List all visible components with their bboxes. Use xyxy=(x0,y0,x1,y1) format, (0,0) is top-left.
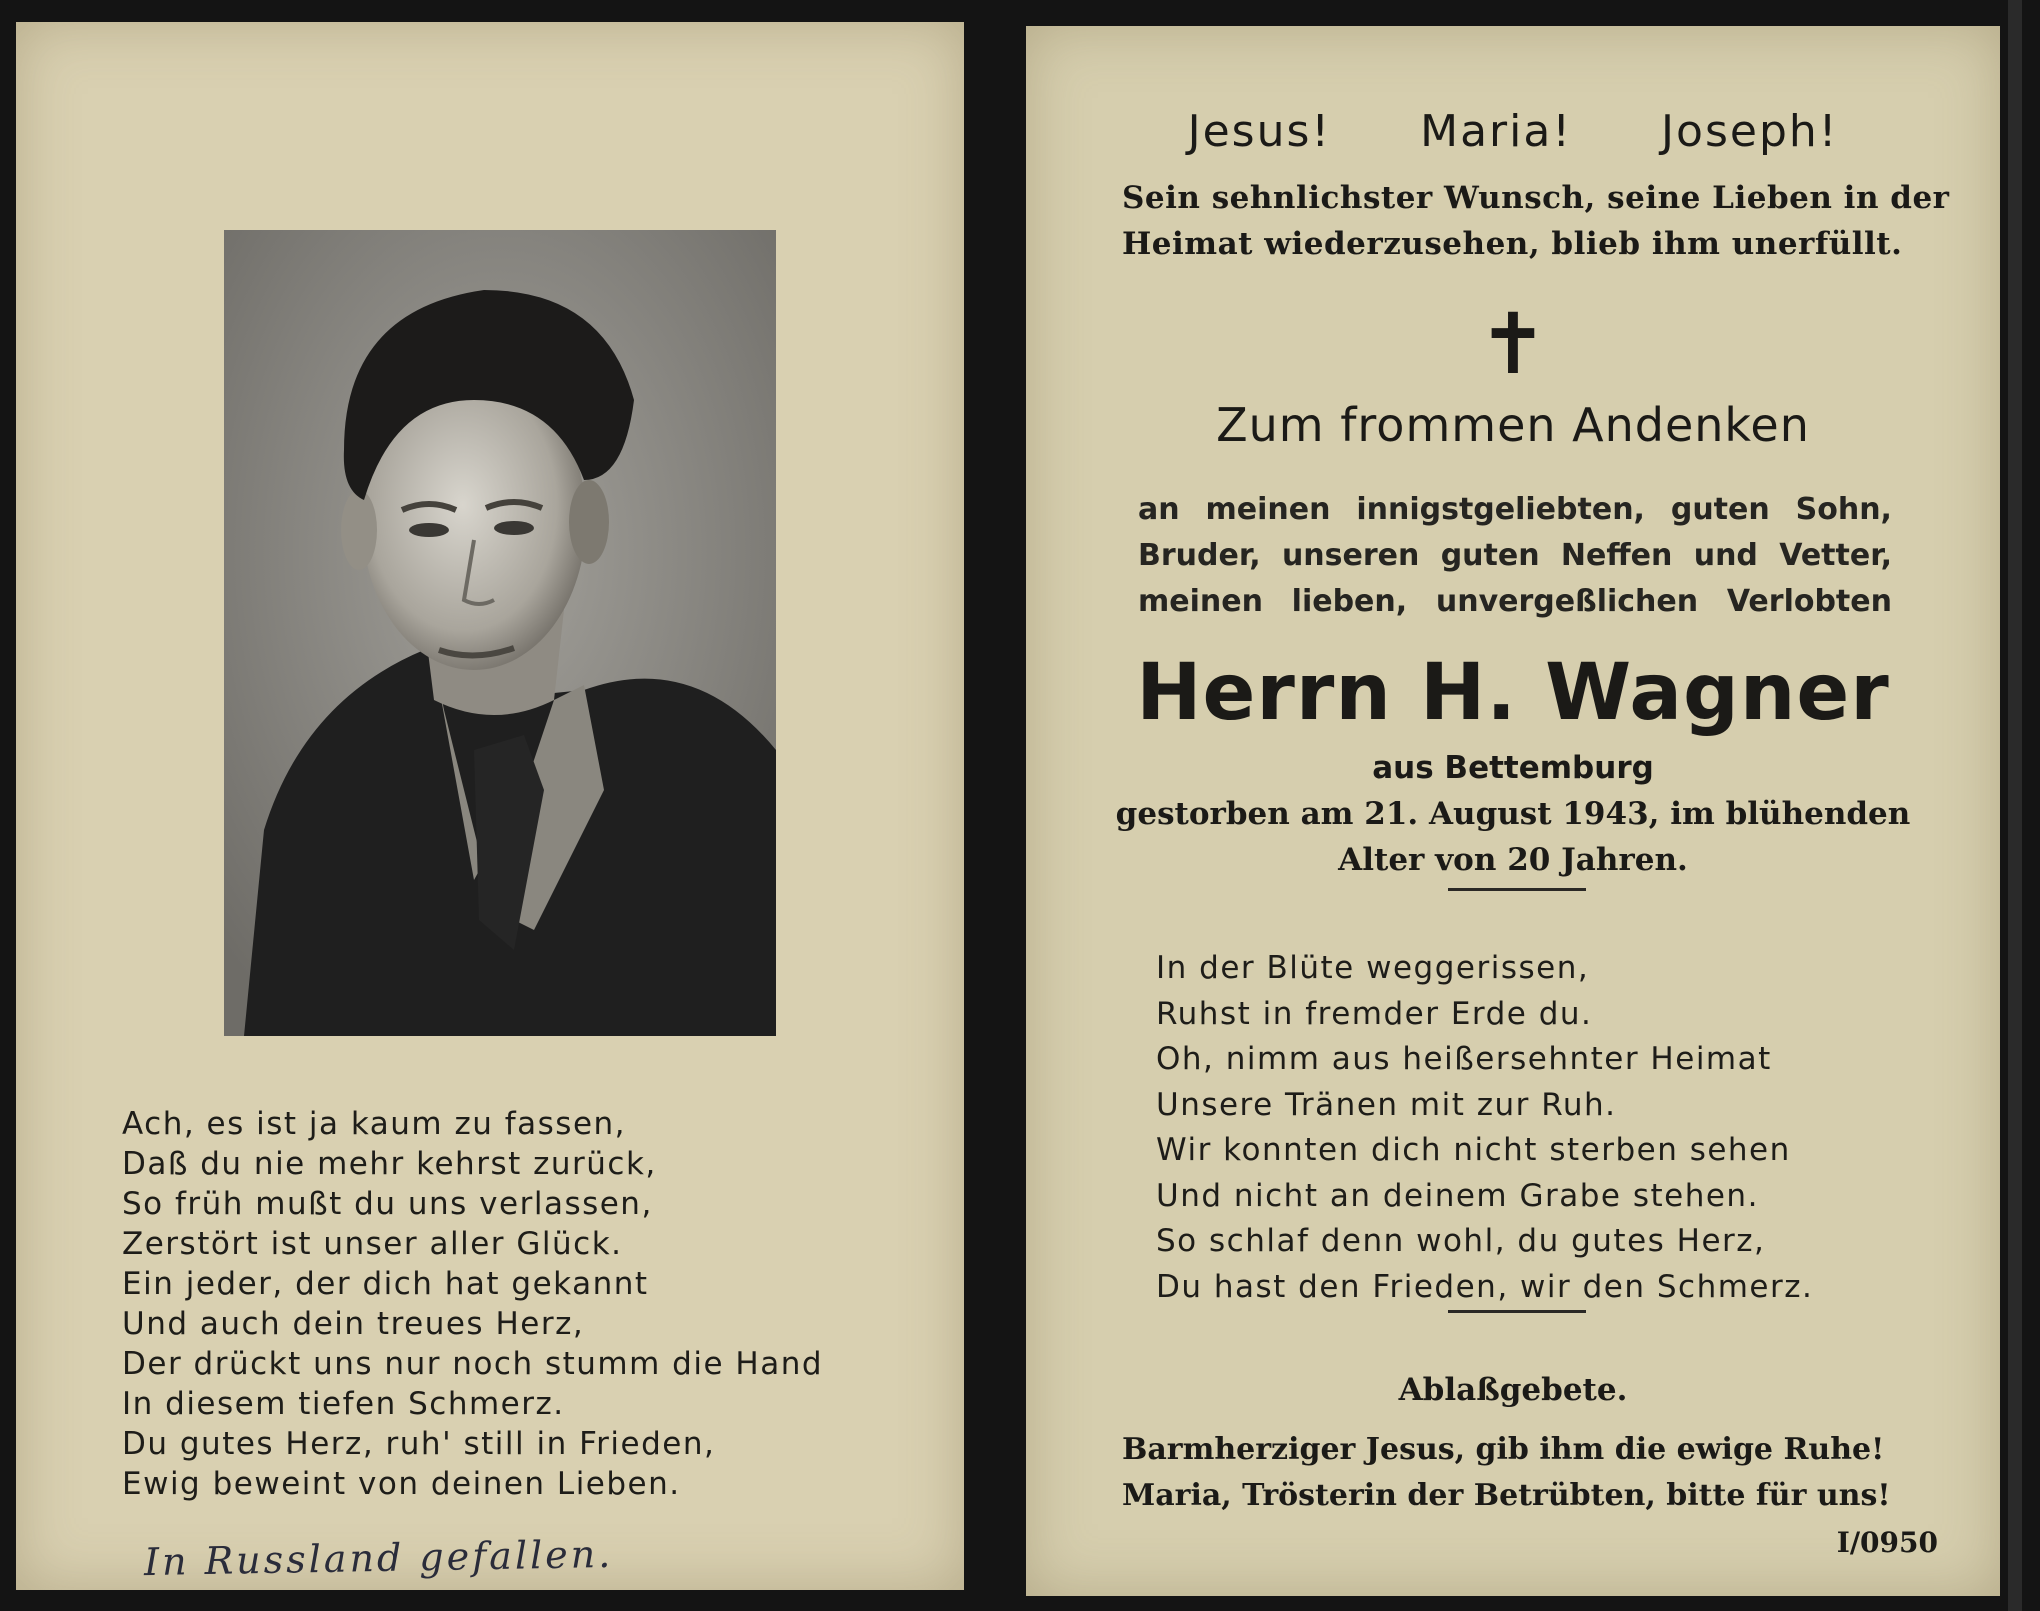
dedication-line xyxy=(1138,538,1892,573)
dedication-word: Sohn, xyxy=(1795,492,1892,527)
verse-line: Und auch dein treues Herz, xyxy=(122,1306,585,1342)
dedication-word: an xyxy=(1138,492,1180,527)
divider xyxy=(1448,1310,1586,1313)
prayer-line: Maria, Trösterin der Betrübten, bitte für uns! xyxy=(1122,1478,1891,1513)
verse-line: Ein jeder, der dich hat gekannt xyxy=(122,1266,649,1302)
verse-line: Der drückt uns nur noch stumm die Hand xyxy=(122,1346,824,1382)
dedication-word: Bruder, xyxy=(1138,538,1261,573)
dedication-word: und xyxy=(1693,538,1758,573)
invocation-jesus: Jesus! xyxy=(1187,106,1332,157)
dedication-word: guten xyxy=(1670,492,1770,527)
verse-line: In diesem tiefen Schmerz. xyxy=(122,1386,565,1422)
right-verse xyxy=(1156,946,1813,1310)
dedication-word: meinen xyxy=(1205,492,1331,527)
verse-line: Unsere Tränen mit zur Ruh. xyxy=(1156,1086,1617,1123)
cross-icon: ✝ xyxy=(1477,295,1549,393)
remembrance-heading: Zum frommen Andenken xyxy=(1216,398,1810,452)
dedication-word: meinen xyxy=(1138,584,1263,619)
invocation-maria: Maria! xyxy=(1420,106,1572,157)
verse-line: Ruhst in fremder Erde du. xyxy=(1156,995,1593,1032)
portrait-photo xyxy=(224,230,776,1036)
dedication-word: lieben, xyxy=(1291,584,1408,619)
left-verse xyxy=(122,1104,823,1504)
intro-line: Heimat wiederzusehen, blieb ihm unerfüllt. xyxy=(1122,226,1903,262)
divider xyxy=(1448,888,1586,891)
verse-line: Zerstört ist unser aller Glück. xyxy=(122,1226,623,1262)
dedication-line xyxy=(1138,492,1892,527)
verse-line: Daß du nie mehr kehrst zurück, xyxy=(122,1146,657,1182)
verse-line: Du hast den Frieden, wir den Schmerz. xyxy=(1156,1268,1814,1305)
verse-line: Ach, es ist ja kaum zu fassen, xyxy=(122,1106,627,1142)
verse-line: Und nicht an deinem Grabe stehen. xyxy=(1156,1177,1759,1214)
verse-line: So schlaf denn wohl, du gutes Herz, xyxy=(1156,1223,1766,1259)
origin-line: aus Bettemburg xyxy=(1372,750,1654,786)
dedication-word: unvergeßlichen xyxy=(1435,584,1699,619)
handwritten-note: In Russland gefallen. xyxy=(143,1531,614,1585)
intro-line: Sein sehnlichster Wunsch, seine Lieben in der xyxy=(1122,180,1950,216)
card-edge xyxy=(2008,0,2022,1611)
dedication-word: Vetter, xyxy=(1779,538,1892,573)
death-date-line: gestorben am 21. August 1943, im blühenden xyxy=(1115,796,1911,832)
dedication-word: Neffen xyxy=(1560,538,1673,573)
verse-line: So früh mußt du uns verlassen, xyxy=(122,1186,653,1222)
deceased-name: Herrn H. Wagner xyxy=(1136,648,1890,738)
dedication-word: innigstgeliebten, xyxy=(1356,492,1645,527)
verse-line: Oh, nimm aus heißersehnter Heimat xyxy=(1156,1041,1772,1077)
verse-line: Du gutes Herz, ruh' still in Frieden, xyxy=(122,1426,716,1462)
right-card xyxy=(1026,26,2000,1596)
age-line: Alter von 20 Jahren. xyxy=(1338,842,1688,878)
verse-line: In der Blüte weggerissen, xyxy=(1156,950,1590,986)
invocation-joseph: Joseph! xyxy=(1661,106,1839,157)
portrait-illustration xyxy=(224,230,776,1036)
prayers-heading: Ablaßgebete. xyxy=(1398,1372,1628,1408)
left-card xyxy=(16,22,964,1590)
dedication-line xyxy=(1138,584,1892,619)
dedication-word: Verlobten xyxy=(1726,584,1892,619)
reference-code: I/0950 xyxy=(1836,1526,1938,1559)
dedication-word: guten xyxy=(1440,538,1540,573)
dedication-word: unseren xyxy=(1281,538,1420,573)
invocation xyxy=(1026,106,2000,157)
verse-line: Wir konnten dich nicht sterben sehen xyxy=(1156,1132,1791,1168)
prayer-line: Barmherziger Jesus, gib ihm die ewige Ruhe! xyxy=(1122,1432,1885,1467)
verse-line: Ewig beweint von deinen Lieben. xyxy=(122,1466,681,1502)
